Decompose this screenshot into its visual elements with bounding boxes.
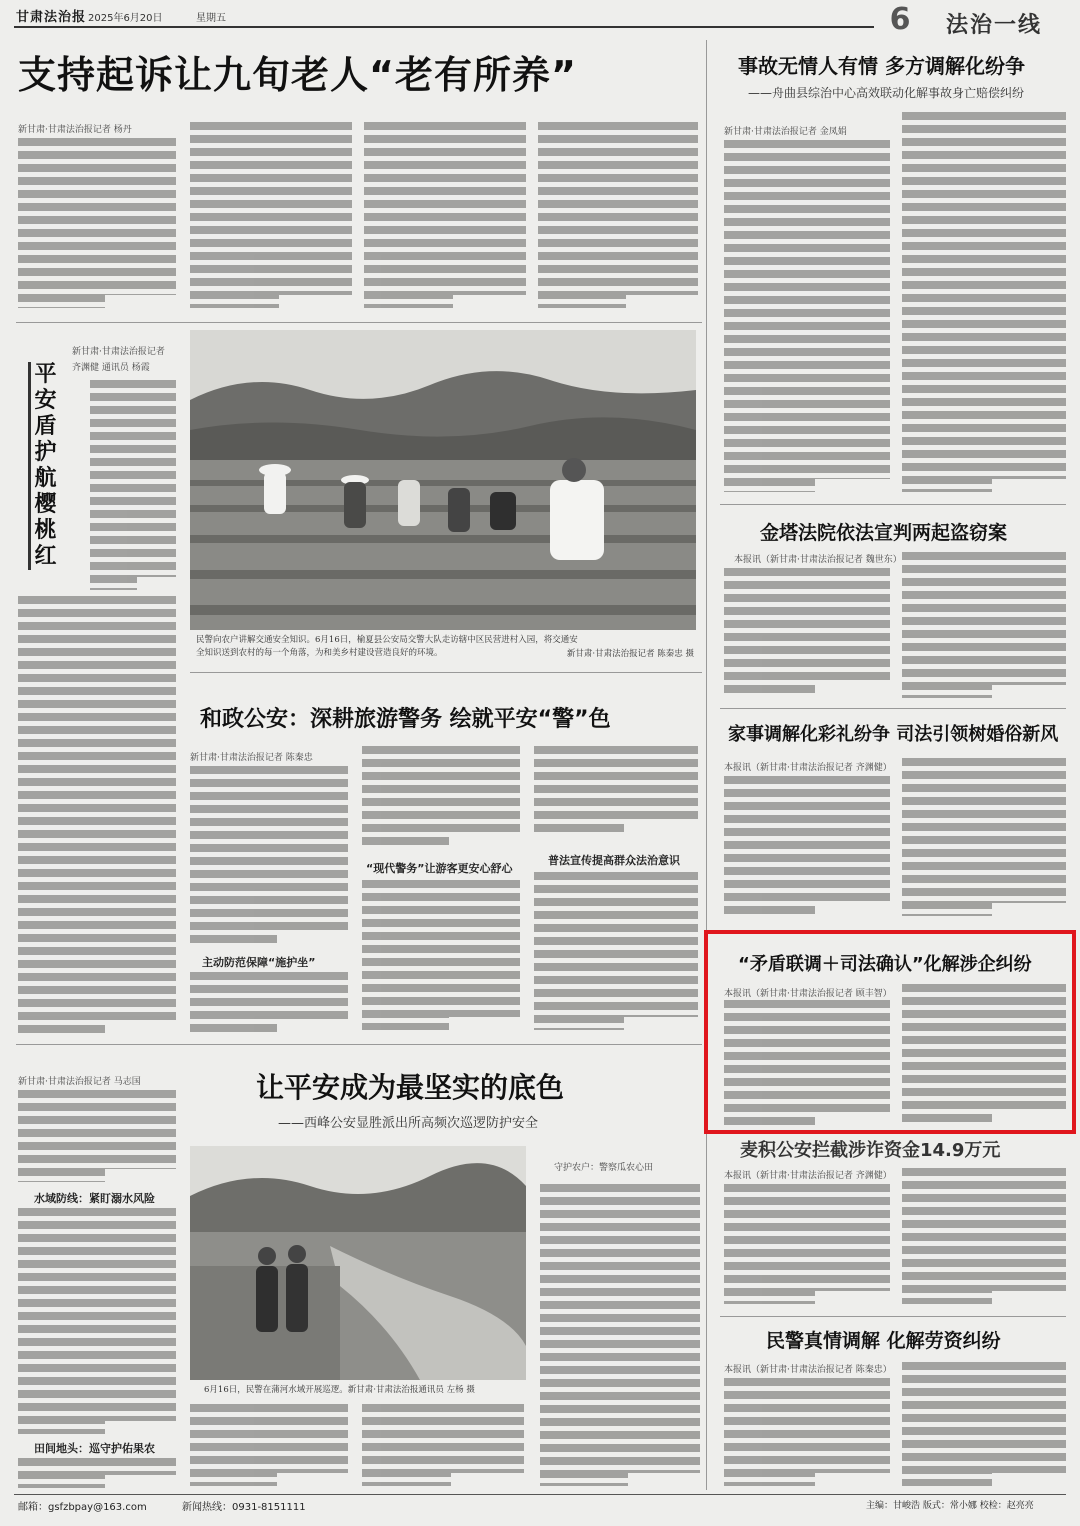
- photo-caption-cherry: 民警向农户讲解交通安全知识。6月16日，榆夏县公安局交警大队走访辖中区民营进村入园，将交通安全知识送到农村的每一个角落，为和美乡村建设营造良好的环境。: [196, 635, 578, 658]
- subheading: 主动防范保障“施护坐”: [202, 956, 316, 969]
- footer-editors: 主编：甘峻浩 版式：常小娜 校检：赵亮亮: [866, 1501, 1034, 1511]
- divider: [190, 672, 702, 673]
- farm-photo-illustration: [190, 330, 696, 630]
- footer-rule: [14, 1494, 1066, 1495]
- article-body: [190, 122, 352, 308]
- article-body: [18, 138, 176, 308]
- river-photo-illustration: [190, 1146, 526, 1380]
- subheading: “现代警务”让游客更安心舒心: [366, 862, 513, 875]
- article-body: [724, 1000, 890, 1126]
- divider: [720, 504, 1066, 505]
- section-name: 法治一线: [946, 13, 1043, 38]
- byline-xifeng: 新甘肃·甘肃法治报记者 马志国: [18, 1077, 141, 1087]
- headline-jinta: 金塔法院依法宣判两起盗窃案: [760, 522, 1008, 544]
- article-body: [538, 122, 698, 308]
- article-body: [902, 758, 1066, 916]
- divider: [720, 1316, 1066, 1317]
- byline-enterprise: 本报讯（新甘肃·甘肃法治报记者 顾丰智）: [724, 989, 892, 999]
- article-body: [902, 1362, 1066, 1486]
- article-body: [362, 1404, 524, 1486]
- article-body: [190, 972, 348, 1032]
- subhead-accident: ——舟曲县综治中心高效联动化解事故身亡赔偿纠纷: [748, 86, 1025, 100]
- article-body: [190, 766, 348, 946]
- subheading: 田间地头：巡守护佑果农: [34, 1442, 155, 1455]
- article-body: [902, 1168, 1066, 1304]
- article-body: [18, 1090, 176, 1182]
- headline-enterprise: “矛盾联调＋司法确认”化解涉企纠纷: [738, 954, 1032, 975]
- article-body: [90, 380, 176, 590]
- article-body: [724, 1184, 890, 1304]
- article-body: [18, 1208, 176, 1434]
- header-rule: [14, 26, 874, 28]
- article-body: [190, 1404, 348, 1486]
- byline-accident: 新甘肃·甘肃法治报记者 金凤娟: [724, 127, 847, 137]
- photo-credit-cherry: 新甘肃·甘肃法治报记者 陈秦忠 摄: [566, 649, 694, 659]
- byline-fraud: 本报讯（新甘肃·甘肃法治报记者 齐渊健）: [724, 1171, 892, 1181]
- footer-email: 邮箱：gsfzbpay@163.com: [18, 1502, 147, 1513]
- article-body: [362, 880, 520, 1030]
- masthead-title: 甘肃法治报: [16, 10, 87, 25]
- news-photo-river-patrol: [190, 1146, 526, 1380]
- divider: [16, 1044, 702, 1045]
- byline-family: 本报讯（新甘肃·甘肃法治报记者 齐渊健）: [724, 763, 892, 773]
- article-body: [364, 122, 526, 308]
- page-number: 6: [889, 2, 911, 37]
- article-body: [534, 746, 698, 836]
- byline-hezheng: 新甘肃·甘肃法治报记者 陈秦忠: [190, 753, 313, 763]
- byline-jinta: 本报讯（新甘肃·甘肃法治报记者 魏世东）: [734, 555, 902, 565]
- divider: [706, 40, 707, 1490]
- footer-hotline: 新闻热线：0931-8151111: [182, 1502, 306, 1513]
- article-body: [724, 140, 890, 492]
- headline-fraud: 麦积公安拦截涉诈资金14.9万元: [740, 1140, 1001, 1161]
- article-body: [540, 1184, 700, 1486]
- headline-family: 家事调解化彩礼纷争 司法引领树婚俗新风: [728, 724, 1059, 745]
- byline-labor: 本报讯（新甘肃·甘肃法治报记者 陈秦忠）: [724, 1365, 892, 1375]
- article-body: [724, 776, 890, 916]
- headline-accident: 事故无情人有情 多方调解化纷争: [738, 54, 1025, 78]
- divider: [16, 322, 702, 323]
- byline-cherry: 新甘肃·甘肃法治报记者: [72, 347, 165, 357]
- article-body: [534, 872, 698, 1030]
- news-photo-cherry-farm: [190, 330, 696, 630]
- divider: [720, 708, 1066, 709]
- byline-cherry-names: 齐渊健 通讯员 杨霞: [72, 363, 150, 373]
- headline-xifeng: 让平安成为最坚实的底色: [256, 1071, 565, 1104]
- headline-labor: 民警真情调解 化解劳资纠纷: [766, 1330, 1001, 1352]
- subheading: 普法宣传提高群众法治意识: [548, 854, 680, 867]
- vertical-headline-cherry: 平 安 盾 护 航 樱 桃 红: [28, 362, 58, 570]
- issue-weekday: 星期五: [196, 13, 226, 24]
- article-body: [902, 984, 1066, 1126]
- article-body: [18, 1458, 176, 1488]
- byline-xifeng-col: 守护农户：警察瓜农心田: [554, 1163, 654, 1173]
- headline-hezheng: 和政公安：深耕旅游警务 绘就平安“警”色: [200, 707, 611, 732]
- headline-elderly: 支持起诉让九旬老人“老有所养”: [18, 53, 577, 97]
- issue-date: 2025年6月20日: [88, 13, 163, 24]
- article-body: [902, 112, 1066, 492]
- article-body: [724, 1378, 890, 1486]
- subhead-xifeng: ——西峰公安显胜派出所高频次巡逻防护安全: [278, 1116, 539, 1131]
- article-body: [362, 746, 520, 846]
- article-body: [724, 568, 890, 698]
- byline-elderly: 新甘肃·甘肃法治报记者 杨丹: [18, 125, 132, 135]
- article-body: [902, 552, 1066, 698]
- article-body: [18, 596, 176, 1036]
- photo-caption-xifeng: 6月16日，民警在蒲河水域开展巡逻。新甘肃·甘肃法治报通讯员 左杨 摄: [204, 1385, 475, 1395]
- subheading: 水域防线：紧盯溺水风险: [34, 1192, 155, 1205]
